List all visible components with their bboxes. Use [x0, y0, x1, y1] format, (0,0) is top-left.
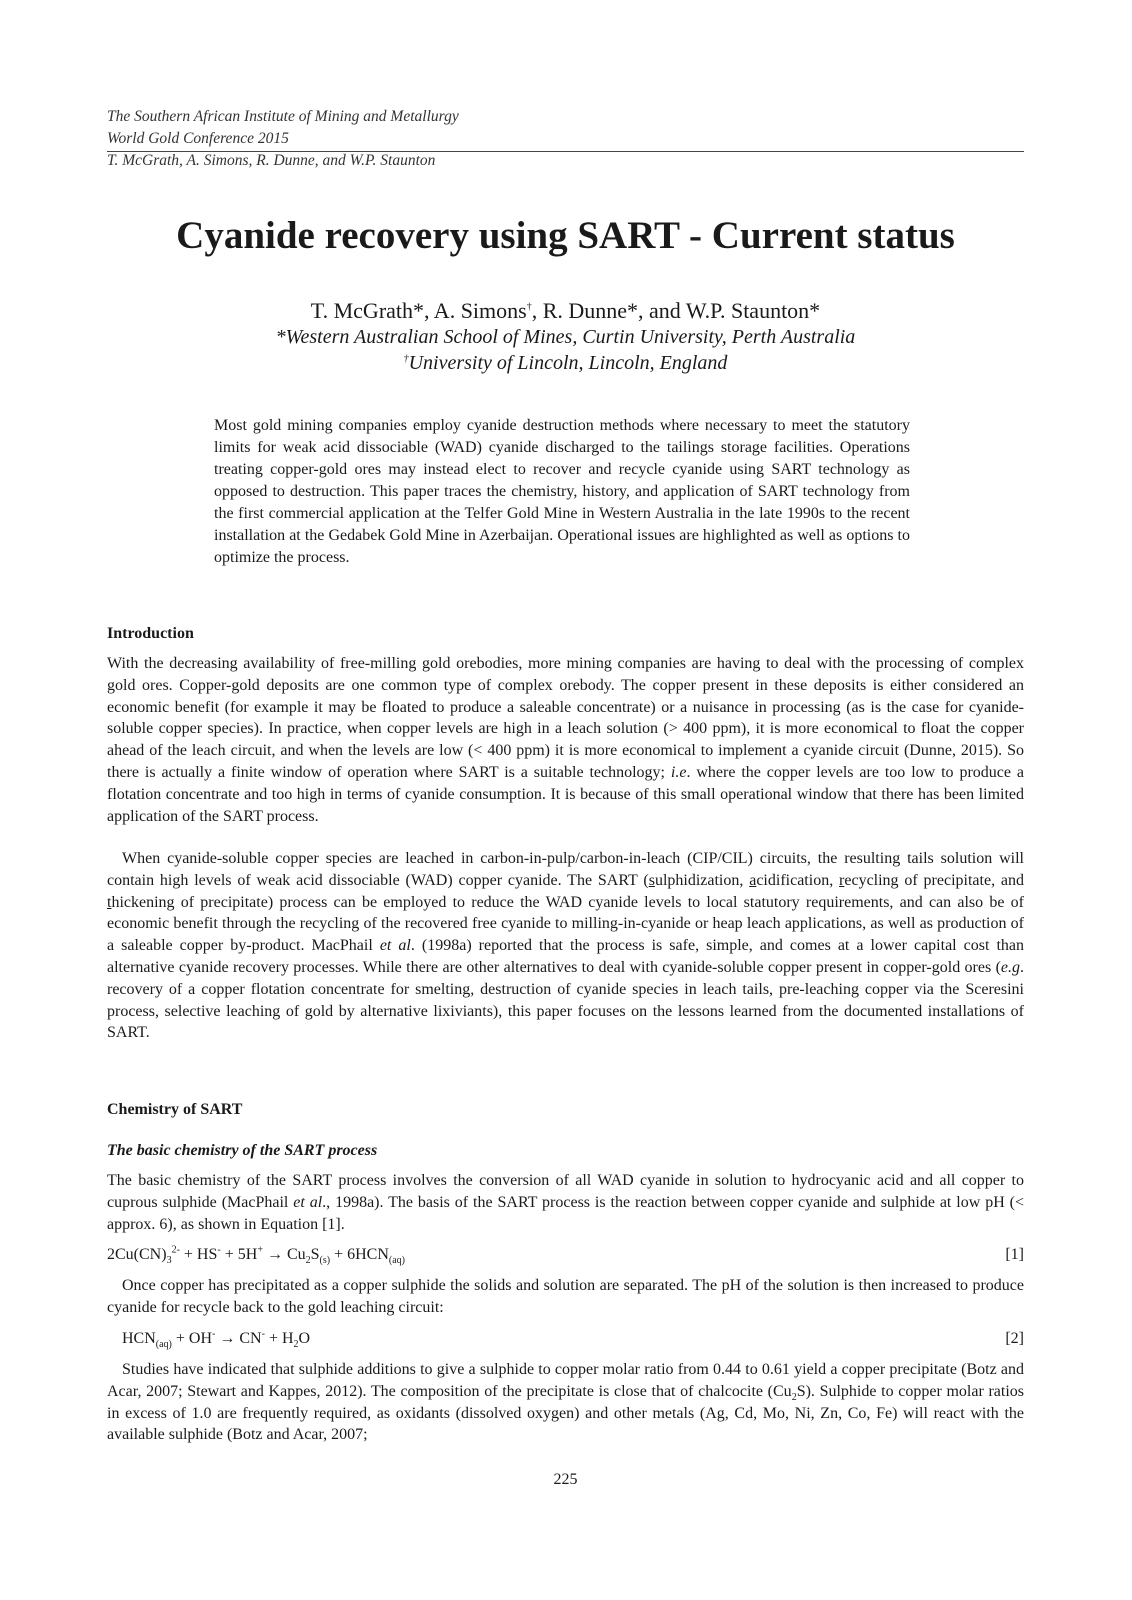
eq1-sup: 2- — [171, 1244, 180, 1256]
eq2-sub: 2 — [293, 1339, 299, 1351]
chem-p3-text-a: Studies have indicated that sulphide additions to give a sulphide to copper molar ratio from 0.44 to 0.61 yield a copper precipitate (Botz and Acar, 2007; Stewart and Kappes, 2012). The composition of the precipitate is close that of chalcocite (Cu — [107, 1361, 1024, 1400]
eq1-sub: 2 — [305, 1255, 311, 1267]
equation-1 — [107, 1244, 1024, 1266]
chemistry-paragraph-2: Once copper has precipitated as a copper sulphide the solids and solution are separated. The pH of the solution is then increased to produce cyanide for recycle back to the gold leaching circuit: — [107, 1277, 1024, 1316]
sart-s-rest: ulphidization, — [654, 871, 750, 889]
eq2-term: HCN — [122, 1330, 156, 1347]
eq1-sub: (aq) — [388, 1255, 406, 1267]
chem-p3-text-b: S). Sulphide to copper molar ratios in excess of 1.0 are frequently required, as oxidants (dissolved oxygen) and other metals (Ag, Cd, Mo, Ni, Zn, Co, Fe) will react with the available sulphide (Botz and Acar, 2007; — [107, 1382, 1024, 1444]
eq1-term: S — [310, 1246, 320, 1263]
conference-header-institute: The Southern African Institute of Mining and Metallurgy — [107, 108, 459, 125]
section-heading-chemistry: Chemistry of SART — [107, 1101, 243, 1118]
intro-p2-text-a: When cyanide-soluble copper species are leached in carbon-in-pulp/carbon-in-leach (CIP/CIL) circuits, the resulting tails solution will contain high levels of weak acid dissociable (WAD) copper cyanide. The SART ( — [107, 850, 1024, 889]
sart-r-rest: ecycling of precipitate, and — [844, 871, 1025, 889]
author-list — [107, 297, 1024, 325]
page-number: 225 — [553, 1471, 578, 1488]
eq2-sup: - — [212, 1328, 216, 1340]
eq2-sup: - — [261, 1328, 265, 1340]
sart-a-rest: cidification, — [756, 871, 840, 889]
paper-title: Cyanide recovery using SART - Current status — [176, 214, 955, 257]
chemistry-paragraph-3 — [107, 1359, 1024, 1446]
chem-p1-etal: et al — [293, 1193, 323, 1211]
author-rest: , R. Dunne*, and W.P. Staunton* — [531, 298, 821, 323]
section-heading-introduction: Introduction — [107, 625, 194, 642]
eq1-term: + 5H — [220, 1246, 258, 1263]
eq2-term: + H — [264, 1330, 294, 1347]
sart-s-letter: s — [648, 871, 655, 889]
sart-t-letter: t — [107, 893, 112, 911]
author-mark-dagger: † — [526, 301, 532, 313]
author-first-two: T. McGrath*, A. Simons — [310, 298, 527, 323]
intro-p2-text-t: hickening of precipitate) process can be employed to reduce the WAD cyanide levels to local statutory requirements, and can also be of economic benefit through the recycling of the recovered free cyanide to milling-in-cyanide or heap leach applications, as well as production of a saleable copper by-product. MacPhail — [107, 893, 1024, 955]
affiliation-lincoln — [107, 349, 1024, 377]
eq2-term: O — [298, 1330, 311, 1347]
intro-p2-etal: et al — [379, 937, 411, 955]
eq2-term: → CN — [215, 1330, 262, 1347]
intro-paragraph-1 — [107, 653, 1024, 827]
affiliation-mark-dagger: † — [403, 353, 409, 365]
affiliation-lincoln-text: University of Lincoln, Lincoln, England — [408, 352, 728, 374]
eq2-sub: (aq) — [155, 1339, 172, 1351]
intro-p2-text-b: . (1998a) reported that the process is safe, simple, and comes at a lower capital cost than alternative cyanide recovery processes. While there are other alternatives to deal with cyanide-soluble copper present in copper-gold ores ( — [107, 937, 1024, 976]
equation-2-number: [2] — [1005, 1330, 1024, 1347]
chem-p1-text-b: ., 1998a). The basis of the SART process is the reaction between copper cyanide and sulphide at low pH (< approx. 6), as shown in Equation [1]. — [107, 1193, 1024, 1233]
intro-p2-eg: e.g — [1000, 958, 1020, 976]
chemistry-paragraph-1 — [107, 1170, 1024, 1235]
eq1-term: → Cu — [262, 1246, 306, 1263]
eq1-sub: 3 — [166, 1255, 172, 1267]
intro-paragraph-2 — [107, 848, 1024, 1044]
eq2-term: + OH — [171, 1330, 213, 1347]
equation-1-number: [1] — [1005, 1246, 1024, 1263]
equation-2 — [122, 1328, 1024, 1350]
running-authors: T. McGrath, A. Simons, R. Dunne, and W.P. Staunton — [107, 152, 436, 169]
abstract: Most gold mining companies employ cyanide destruction methods where necessary to meet the statutory limits for weak acid dissociable (WAD) cyanide discharged to the tailings storage facilities. Operations treating copper-gold ores may instead elect to recover and recycle cyanide using SART technology as opposed to destruction. This paper traces the chemistry, history, and application of SART technology from the first commercial application at the Telfer Gold Mine in Western Australia in the late 1990s to the recent installation at the Gedabek Gold Mine in Azerbaijan. Operational issues are highlighted as well as options to optimize the process. — [214, 417, 910, 566]
eq1-term: + 6HCN — [330, 1246, 389, 1263]
chem-p3-sub: 2 — [791, 1391, 797, 1403]
intro-p1-ie: i.e — [670, 763, 687, 781]
sart-a-letter: a — [749, 871, 757, 889]
eq1-sup: + — [257, 1244, 263, 1256]
eq1-sub: (s) — [319, 1255, 331, 1267]
intro-p1-text-b: . where the copper levels are too low to produce a flotation concentrate and too high in terms of cyanide consumption. It is because of this small operational window that there has been limited application of the SART process. — [107, 763, 1024, 825]
conference-header-event: World Gold Conference 2015 — [107, 130, 289, 147]
chem-p1-text-a: The basic chemistry of the SART process involves the conversion of all WAD cyanide in solution to hydrocyanic acid and all copper to cuprous sulphide (MacPhail — [107, 1172, 1024, 1211]
affiliation-curtin: *Western Australian School of Mines, Curtin University, Perth Australia — [275, 326, 856, 348]
intro-p1-text-a: With the decreasing availability of free-milling gold orebodies, more mining companies are having to deal with the processing of complex gold ores. Copper-gold deposits are one common type of complex orebody. The copper present in these deposits is either considered an economic benefit (for example it may be floated to produce a saleable concentrate) or a nuisance in processing (as is the case for cyanide-soluble copper species). In practice, when copper levels are high in a leach solution (> 400 ppm), it is more economical to float the copper ahead of the leach circuit, and when the levels are low (< 400 ppm) it is more economical to implement a cyanide circuit (Dunne, 2015). So there is actually a finite window of operation where SART is a suitable technology; — [107, 655, 1024, 781]
sart-r-letter: r — [839, 871, 845, 889]
subsection-heading-basic-chemistry: The basic chemistry of the SART process — [107, 1142, 378, 1159]
intro-p2-text-c: . recovery of a copper flotation concentrate for smelting, destruction of cyanide species in leach tails, pre-leaching copper via the Sceresini process, selective leaching of gold by alternative lixiviants), this paper focuses on the lessons learned from the documented installations of SART. — [107, 958, 1024, 1042]
eq1-term: 2Cu(CN) — [107, 1246, 167, 1263]
eq1-sup: - — [217, 1244, 221, 1256]
eq1-term: + HS — [179, 1246, 218, 1263]
